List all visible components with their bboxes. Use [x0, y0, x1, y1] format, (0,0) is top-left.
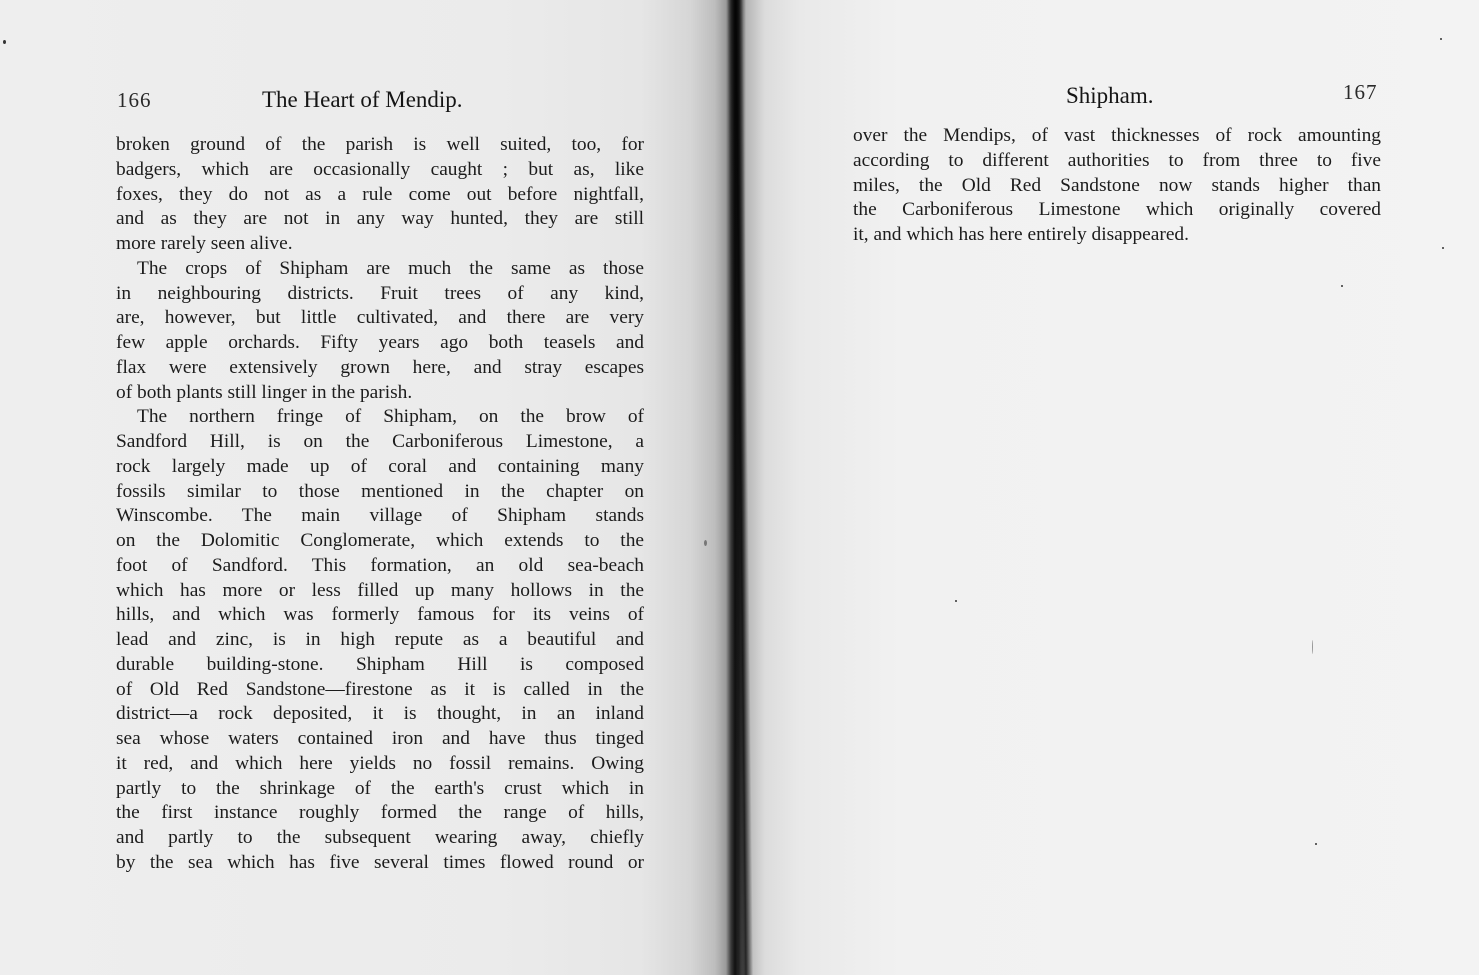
- right-page-body: [853, 124, 1381, 248]
- right-page: [742, 0, 1479, 975]
- text-line: in neighbouring districts. Fruit trees of any kind,: [116, 282, 644, 304]
- text-line: more rarely seen alive.: [116, 233, 293, 254]
- text-line: hills, and which was formerly famous for its veins of: [116, 604, 644, 626]
- text-line: and as they are not in any way hunted, they are still: [116, 208, 644, 230]
- text-line: it, and which has here entirely disappeared.: [853, 224, 1189, 245]
- text-line: over the Mendips, of vast thicknesses of rock amounting: [853, 125, 1381, 146]
- text-line: fossils similar to those mentioned in the chapter on: [116, 480, 644, 502]
- paragraph-start-line: The northern fringe of Shipham, on the brow of: [137, 406, 644, 428]
- text-line: the Carboniferous Limestone which originally covered: [853, 199, 1381, 221]
- text-line: the first instance roughly formed the range of hills,: [116, 802, 644, 824]
- text-line: which has more or less filled up many hollows in the: [116, 579, 644, 601]
- right-running-head: Shipham.: [1066, 83, 1154, 108]
- scan-speck: [1442, 247, 1444, 249]
- left-running-head: The Heart of Mendip.: [262, 87, 463, 112]
- scan-speck: [1341, 285, 1343, 287]
- text-line: district—a rock deposited, it is thought, in an inland: [116, 703, 644, 725]
- text-line: durable building-stone. Shipham Hill is composed: [116, 653, 644, 675]
- text-line: miles, the Old Red Sandstone now stands higher than: [853, 174, 1381, 196]
- scan-speck: [1440, 38, 1442, 40]
- text-line: few apple orchards. Fifty years ago both teasels and: [116, 332, 644, 353]
- text-line: by the sea which has five several times flowed round or: [116, 851, 644, 873]
- scan-speck: [3, 40, 6, 44]
- text-line: broken ground of the parish is well suited, too, for: [116, 134, 644, 155]
- scan-speck: [704, 540, 707, 546]
- text-line: foxes, they do not as a rule come out before nightfall,: [116, 183, 644, 205]
- text-line: on the Dolomitic Conglomerate, which extends to the: [116, 530, 644, 551]
- scan-speck: [1312, 640, 1313, 654]
- text-line: sea whose waters contained iron and have thus tinged: [116, 728, 644, 749]
- left-page-body: [116, 133, 644, 876]
- text-line: are, however, but little cultivated, and there are very: [116, 307, 644, 329]
- left-page-number: 166: [117, 88, 152, 112]
- paragraph-start-line: The crops of Shipham are much the same as those: [137, 257, 644, 279]
- text-line: partly to the shrinkage of the earth's crust which in: [116, 777, 644, 799]
- text-line: and partly to the subsequent wearing away, chiefly: [116, 827, 644, 848]
- scan-speck: [1315, 843, 1317, 845]
- right-page-number: 167: [1343, 80, 1378, 104]
- text-line: of Old Red Sandstone—firestone as it is called in the: [116, 678, 644, 700]
- text-line: rock largely made up of coral and containing many: [116, 455, 644, 477]
- text-line: according to different authorities to from three to five: [853, 149, 1381, 171]
- text-line: it red, and which here yields no fossil remains. Owing: [116, 752, 644, 774]
- text-line: flax were extensively grown here, and stray escapes: [116, 356, 644, 378]
- text-line: of both plants still linger in the parish.: [116, 381, 413, 403]
- text-line: foot of Sandford. This formation, an old sea-beach: [116, 554, 644, 576]
- text-line: Winscombe. The main village of Shipham stands: [116, 505, 644, 527]
- left-page: [0, 0, 730, 975]
- text-line: lead and zinc, is in high repute as a beautiful and: [116, 629, 644, 650]
- scan-speck: [955, 600, 957, 602]
- text-line: Sandford Hill, is on the Carboniferous Limestone, a: [116, 431, 644, 452]
- text-line: badgers, which are occasionally caught ; but as, like: [116, 158, 644, 180]
